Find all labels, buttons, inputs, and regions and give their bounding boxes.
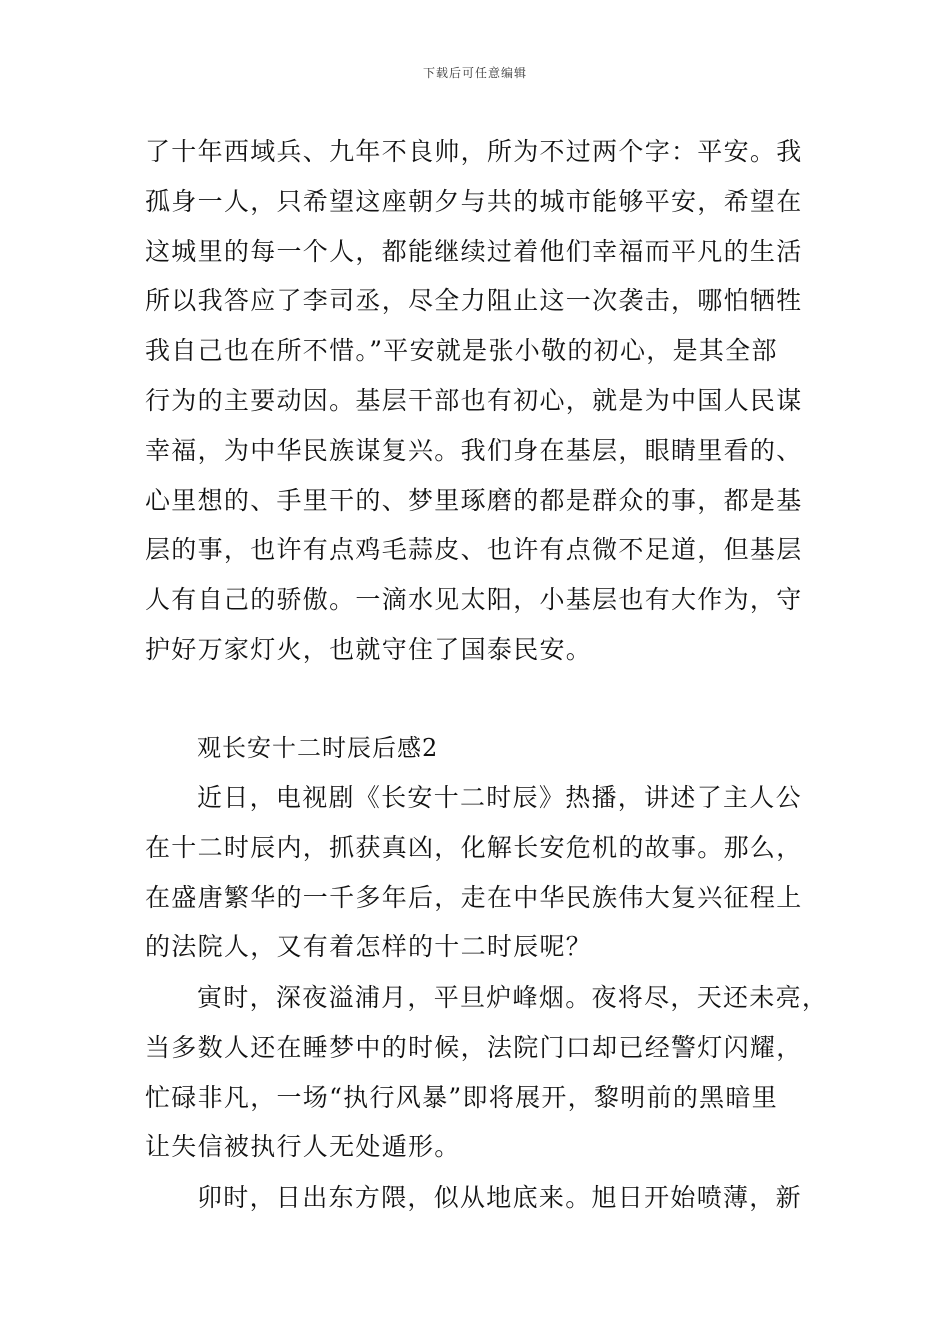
text-line: 当多数人还在睡梦中的时候，法院门口却已经警灯闪耀， [145, 1032, 803, 1062]
text-line: 护好万家灯火，也就守住了国泰民安。 [145, 634, 593, 664]
paragraph-yin-hour [145, 973, 829, 1172]
text-line: 这城里的每一个人，都能继续过着他们幸福而平凡的生活 [145, 236, 803, 266]
text-line: 寅时，深夜溢浦月，平旦炉峰烟。夜将尽，天还未亮， [197, 983, 829, 1012]
text-line: 行为的主要动因。基层干部也有初心，就是为中国人民谋 [145, 385, 803, 415]
text-line: 卯时，日出东方隈，似从地底来。旭日开始喷薄，新 [197, 1183, 802, 1212]
paragraph-continued [145, 127, 825, 675]
section-title: 观长安十二时辰后感2 [197, 734, 439, 762]
text-line: 孤身一人，只希望这座朝夕与共的城市能够平安，希望在 [145, 186, 803, 216]
text-line: 让失信被执行人无处遁形。 [145, 1132, 461, 1162]
text-line: 我自己也在所不惜。”平安就是张小敬的初心，是其全部 [145, 336, 778, 366]
text-line: 心里想的、手里干的、梦里琢磨的都是群众的事，都是基 [145, 485, 803, 515]
text-line: 所以我答应了李司丞，尽全力阻止这一次袭击，哪怕牺牲 [145, 286, 803, 316]
text-line: 幸福，为中华民族谋复兴。我们身在基层，眼睛里看的、 [145, 435, 803, 465]
text-line: 的法院人，又有着怎样的十二时辰呢？ [145, 932, 593, 962]
paragraph-intro [145, 773, 825, 972]
text-line: 忙碌非凡，一场“执行风暴”即将展开，黎明前的黑暗里 [145, 1082, 779, 1112]
page-header: 下载后可任意编辑 [422, 66, 527, 80]
text-line: 了十年西域兵、九年不良帅，所为不过两个字：平安。我 [145, 137, 803, 166]
text-line: 人有自己的骄傲。一滴水见太阳，小基层也有大作为，守 [145, 585, 803, 615]
text-line: 近日，电视剧《长安十二时辰》热播，讲述了主人公 [197, 783, 802, 812]
paragraph-mao-hour [145, 1173, 825, 1223]
text-line: 层的事，也许有点鸡毛蒜皮、也许有点微不足道，但基层 [145, 535, 803, 565]
text-line: 在盛唐繁华的一千多年后，走在中华民族伟大复兴征程上 [145, 882, 803, 912]
text-line: 在十二时辰内，抓获真凶，化解长安危机的故事。那么， [145, 832, 803, 862]
